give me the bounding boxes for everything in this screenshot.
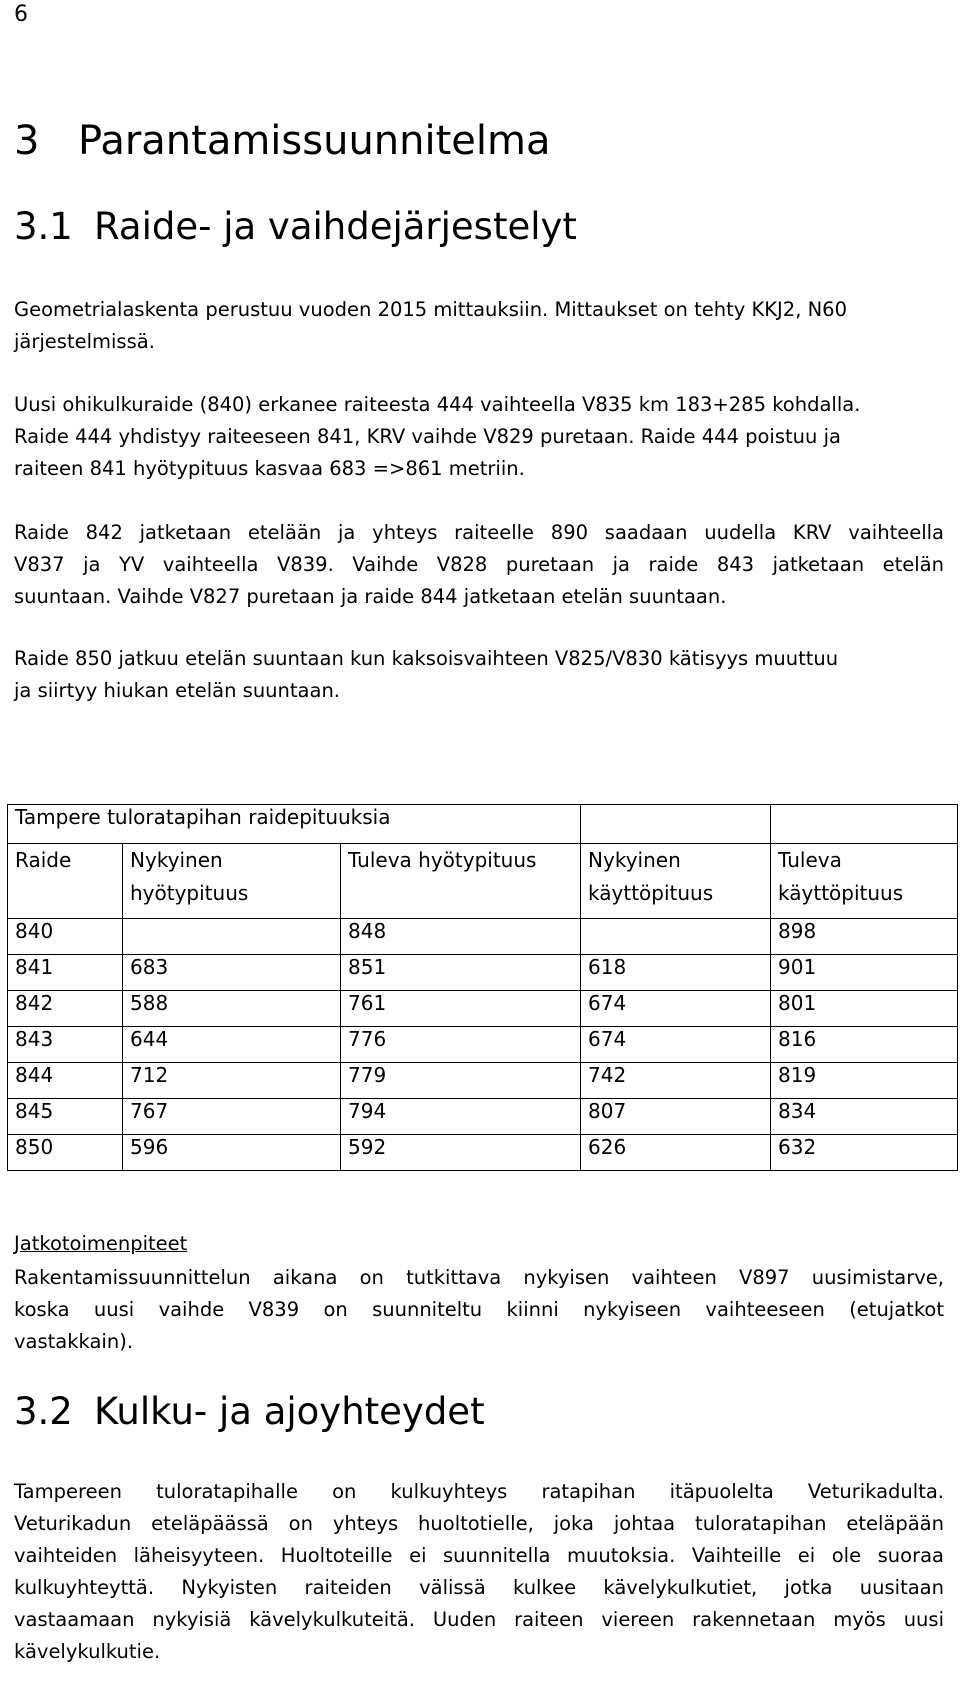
table-cell: 843 — [8, 1027, 123, 1063]
text-line: Veturikadun eteläpäässä on yhteys huoltotielle, joka johtaa tuloratapihan eteläpään — [14, 1512, 944, 1535]
table-cell: 761 — [341, 991, 581, 1027]
table-cell: 596 — [123, 1135, 341, 1171]
table-cell: 841 — [8, 955, 123, 991]
table-row — [8, 1027, 958, 1063]
table-cell: 845 — [8, 1099, 123, 1135]
table-row — [8, 991, 958, 1027]
text-line: vastakkain). — [14, 1330, 134, 1353]
table-row — [8, 1099, 958, 1135]
track-length-table — [7, 804, 958, 1171]
table-cell: 848 — [341, 919, 581, 955]
table-cell: 794 — [341, 1099, 581, 1135]
table-cell: 632 — [771, 1135, 958, 1171]
table-cell: 618 — [581, 955, 771, 991]
table-cell: 850 — [8, 1135, 123, 1171]
page-number: 6 — [14, 2, 28, 27]
column-header: Raide — [8, 844, 123, 919]
table-cell: 674 — [581, 991, 771, 1027]
table-cell: 683 — [123, 955, 341, 991]
column-header: Nykyinen hyötypituus — [123, 844, 341, 919]
paragraph-track-850 — [14, 643, 944, 707]
chapter-title: Parantamissuunnitelma — [78, 118, 551, 164]
text-line: Raide 444 yhdistyy raiteeseen 841, KRV vaihde V829 puretaan. Raide 444 poistuu ja — [14, 425, 841, 448]
column-header: Nykyinen käyttöpituus — [581, 844, 771, 919]
section-heading-3-2 — [14, 1390, 485, 1433]
text-line: Tampereen tuloratapihalle on kulkuyhteys ratapihan itäpuolelta Veturikadulta. — [14, 1480, 944, 1503]
text-line: koska uusi vaihde V839 on suunniteltu kiinni nykyiseen vaihteeseen (etujatkot — [14, 1298, 944, 1321]
table-cell: 901 — [771, 955, 958, 991]
table-cell: 898 — [771, 919, 958, 955]
table-caption: Tampere tuloratapihan raidepituuksia — [8, 805, 581, 844]
section-title: Kulku- ja ajoyhteydet — [94, 1390, 485, 1433]
text-line: Raide 842 jatketaan etelään ja yhteys raiteelle 890 saadaan uudella KRV vaihteella — [14, 521, 944, 544]
table-row — [8, 919, 958, 955]
table-cell — [581, 805, 771, 844]
chapter-heading — [14, 118, 551, 164]
section-number: 3.1 — [14, 205, 73, 248]
table-row — [8, 955, 958, 991]
table-cell: 816 — [771, 1027, 958, 1063]
text-line: kulkuyhteyttä. Nykyisten raiteiden välissä kulkee kävelykulkutiet, jotka uusitaan — [14, 1576, 944, 1599]
table-cell: 834 — [771, 1099, 958, 1135]
followup-heading: Jatkotoimenpiteet — [14, 1232, 188, 1255]
table-row — [8, 1063, 958, 1099]
table-cell: 840 — [8, 919, 123, 955]
table-cell: 592 — [341, 1135, 581, 1171]
table-header-row — [8, 844, 958, 919]
table-cell: 844 — [8, 1063, 123, 1099]
paragraph-measurements — [14, 294, 944, 358]
text-line: Raide 850 jatkuu etelän suuntaan kun kaksoisvaihteen V825/V830 kätisyys muuttuu — [14, 647, 839, 670]
paragraph-access — [14, 1476, 944, 1668]
chapter-number: 3 — [14, 118, 40, 164]
table-cell: 712 — [123, 1063, 341, 1099]
text-line: kävelykulkutie. — [14, 1640, 161, 1663]
section-title: Raide- ja vaihdejärjestelyt — [94, 205, 577, 248]
table-cell: 767 — [123, 1099, 341, 1135]
table-cell: 626 — [581, 1135, 771, 1171]
table-cell: 588 — [123, 991, 341, 1027]
text-line: Geometrialaskenta perustuu vuoden 2015 mittauksiin. Mittaukset on tehty KKJ2, N60 — [14, 298, 847, 321]
text-line: Uusi ohikulkuraide (840) erkanee raiteesta 444 vaihteella V835 km 183+285 kohdalla. — [14, 393, 861, 416]
table-cell: 807 — [581, 1099, 771, 1135]
table-cell: 851 — [341, 955, 581, 991]
column-header: Tuleva hyötypituus — [341, 844, 581, 919]
text-line: ja siirtyy hiukan etelän suuntaan. — [14, 679, 340, 702]
section-number: 3.2 — [14, 1390, 73, 1433]
column-header: Tuleva käyttöpituus — [771, 844, 958, 919]
table-cell: 819 — [771, 1063, 958, 1099]
table-cell: 644 — [123, 1027, 341, 1063]
table-caption-row — [8, 805, 958, 844]
table-cell: 776 — [341, 1027, 581, 1063]
text-line: järjestelmissä. — [14, 330, 155, 353]
table-cell — [581, 919, 771, 955]
text-line: suuntaan. Vaihde V827 puretaan ja raide 844 jatketaan etelän suuntaan. — [14, 585, 727, 608]
table-cell: 779 — [341, 1063, 581, 1099]
table-cell: 842 — [8, 991, 123, 1027]
text-line: V837 ja YV vaihteella V839. Vaihde V828 puretaan ja raide 843 jatketaan etelän — [14, 553, 944, 576]
table-cell: 674 — [581, 1027, 771, 1063]
text-line: vaihteiden läheisyyteen. Huoltoteille ei suunnitella muutoksia. Vaihteille ei ole suoraa — [14, 1544, 944, 1567]
paragraph-track-842 — [14, 517, 944, 613]
text-line: raiteen 841 hyötypituus kasvaa 683 =>861 metriin. — [14, 457, 525, 480]
text-line: vastaamaan nykyisiä kävelykulkuteitä. Uuden raiteen viereen rakennetaan myös uusi — [14, 1608, 944, 1631]
table-cell — [771, 805, 958, 844]
table-cell: 742 — [581, 1063, 771, 1099]
paragraph-followup — [14, 1262, 944, 1358]
table-cell — [123, 919, 341, 955]
table-cell: 801 — [771, 991, 958, 1027]
paragraph-track-840 — [14, 389, 944, 485]
text-line: Rakentamissuunnittelun aikana on tutkittava nykyisen vaihteen V897 uusimistarve, — [14, 1266, 944, 1289]
section-heading-3-1 — [14, 205, 577, 248]
table-row — [8, 1135, 958, 1171]
